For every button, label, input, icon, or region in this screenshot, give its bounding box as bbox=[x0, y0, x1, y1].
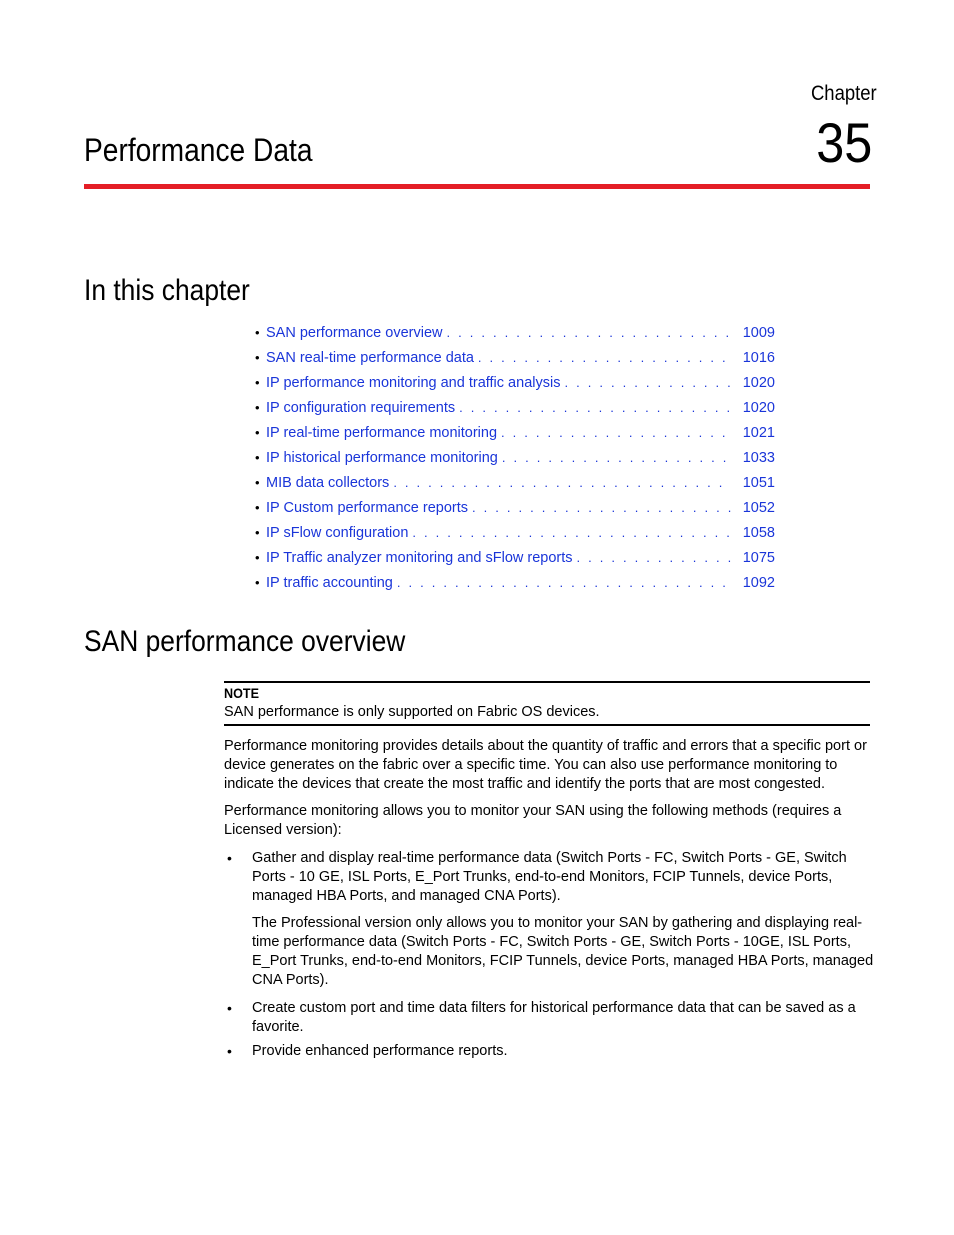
bullet-icon: • bbox=[255, 350, 260, 365]
toc-page-number[interactable]: 1052 bbox=[742, 500, 775, 516]
chapter-title: Performance Data bbox=[84, 132, 313, 168]
toc-entry[interactable] bbox=[255, 470, 775, 495]
toc-page-number[interactable]: 1092 bbox=[742, 575, 775, 591]
toc-entry[interactable] bbox=[255, 420, 775, 445]
toc-page-number[interactable]: 1016 bbox=[742, 350, 775, 366]
toc-page-number[interactable]: 1020 bbox=[742, 375, 775, 391]
toc-entry[interactable] bbox=[255, 570, 775, 595]
dot-leader bbox=[397, 570, 731, 595]
bullet-icon: • bbox=[255, 575, 260, 590]
toc-page-number[interactable]: 1033 bbox=[742, 450, 775, 466]
toc-entry[interactable] bbox=[255, 395, 775, 420]
in-this-chapter-heading: In this chapter bbox=[84, 274, 250, 307]
paragraph-intro: Performance monitoring provides details about the quantity of traffic and errors that a specific port or device generates on the fabric over a specific time. You can also use performance monitoring to indicate the devices that create the most traffic and identify the ports that are most congested. bbox=[224, 738, 867, 792]
toc-page-number[interactable]: 1075 bbox=[742, 550, 775, 566]
dot-leader bbox=[501, 420, 731, 445]
note-text: SAN performance is only supported on Fabric OS devices. bbox=[224, 704, 600, 720]
bullet-icon: • bbox=[255, 425, 260, 440]
chapter-label: Chapter bbox=[811, 82, 877, 105]
dot-leader bbox=[459, 395, 731, 420]
toc-entry[interactable] bbox=[255, 370, 775, 395]
bullet-icon: • bbox=[255, 325, 260, 340]
toc-entry[interactable] bbox=[255, 445, 775, 470]
toc-page-number[interactable]: 1051 bbox=[742, 475, 775, 491]
toc-link[interactable]: SAN performance overview bbox=[266, 325, 443, 341]
bullet-icon: • bbox=[255, 450, 260, 465]
bullet-icon: • bbox=[255, 475, 260, 490]
dot-leader bbox=[472, 495, 731, 520]
chapter-toc bbox=[255, 320, 775, 595]
toc-entry[interactable] bbox=[255, 495, 775, 520]
note-bottom-rule bbox=[224, 724, 870, 726]
toc-link[interactable]: IP historical performance monitoring bbox=[266, 450, 498, 466]
list-item-text: Create custom port and time data filters for historical performance data that can be saved as a favorite. bbox=[252, 1000, 856, 1035]
note-top-rule bbox=[224, 681, 870, 683]
dot-leader bbox=[577, 545, 731, 570]
dot-leader bbox=[478, 345, 731, 370]
paragraph-methods: Performance monitoring allows you to monitor your SAN using the following methods (requires a Licensed version): bbox=[224, 803, 842, 838]
bullet-icon: • bbox=[255, 400, 260, 415]
dot-leader bbox=[393, 470, 731, 495]
toc-link[interactable]: MIB data collectors bbox=[266, 475, 390, 491]
toc-link[interactable]: IP sFlow configuration bbox=[266, 525, 409, 541]
bullet-icon: • bbox=[255, 525, 260, 540]
toc-page-number[interactable]: 1021 bbox=[742, 425, 775, 441]
san-overview-heading: SAN performance overview bbox=[84, 625, 406, 658]
toc-link[interactable]: SAN real-time performance data bbox=[266, 350, 474, 366]
toc-page-number[interactable]: 1009 bbox=[742, 325, 775, 341]
title-rule bbox=[84, 184, 870, 189]
list-item-text: Gather and display real-time performance data (Switch Ports - FC, Switch Ports - GE, Switch Ports - 10 GE, ISL Ports, E_Port Trunks, end-to-end Monitors, FCIP Tunnels, device Ports, managed HBA Ports, and managed CNA Ports). bbox=[252, 850, 847, 904]
toc-entry[interactable] bbox=[255, 520, 775, 545]
toc-entry[interactable] bbox=[255, 320, 775, 345]
dot-leader bbox=[412, 520, 731, 545]
toc-page-number[interactable]: 1058 bbox=[742, 525, 775, 541]
toc-link[interactable]: IP performance monitoring and traffic analysis bbox=[266, 375, 561, 391]
dot-leader bbox=[564, 370, 731, 395]
toc-link[interactable]: IP Traffic analyzer monitoring and sFlow reports bbox=[266, 550, 573, 566]
note-label: NOTE bbox=[224, 685, 260, 701]
toc-entry[interactable] bbox=[255, 345, 775, 370]
toc-entry[interactable] bbox=[255, 545, 775, 570]
bullet-icon: • bbox=[255, 500, 260, 515]
bullet-icon: • bbox=[227, 1043, 232, 1059]
chapter-number: 35 bbox=[815, 111, 872, 174]
list-item-text: Provide enhanced performance reports. bbox=[252, 1043, 508, 1059]
toc-link[interactable]: IP traffic accounting bbox=[266, 575, 393, 591]
bullet-icon: • bbox=[255, 375, 260, 390]
toc-link[interactable]: IP configuration requirements bbox=[266, 400, 456, 416]
toc-page-number[interactable]: 1020 bbox=[742, 400, 775, 416]
toc-link[interactable]: IP real-time performance monitoring bbox=[266, 425, 498, 441]
bullet-icon: • bbox=[255, 550, 260, 565]
dot-leader bbox=[447, 320, 732, 345]
bullet-icon: • bbox=[227, 850, 232, 866]
dot-leader bbox=[502, 445, 731, 470]
bullet-icon: • bbox=[227, 1000, 232, 1016]
professional-version-note: The Professional version only allows you to monitor your SAN by gathering and displaying real-time performance data (Switch Ports - FC, Switch Ports - GE, Switch Ports - 10GE, ISL Ports, E_Port Trunks, end-to-end Monitors, FCIP Tunnels, device Ports, managed HBA Ports, managed CNA Ports). bbox=[252, 915, 874, 988]
toc-link[interactable]: IP Custom performance reports bbox=[266, 500, 469, 516]
